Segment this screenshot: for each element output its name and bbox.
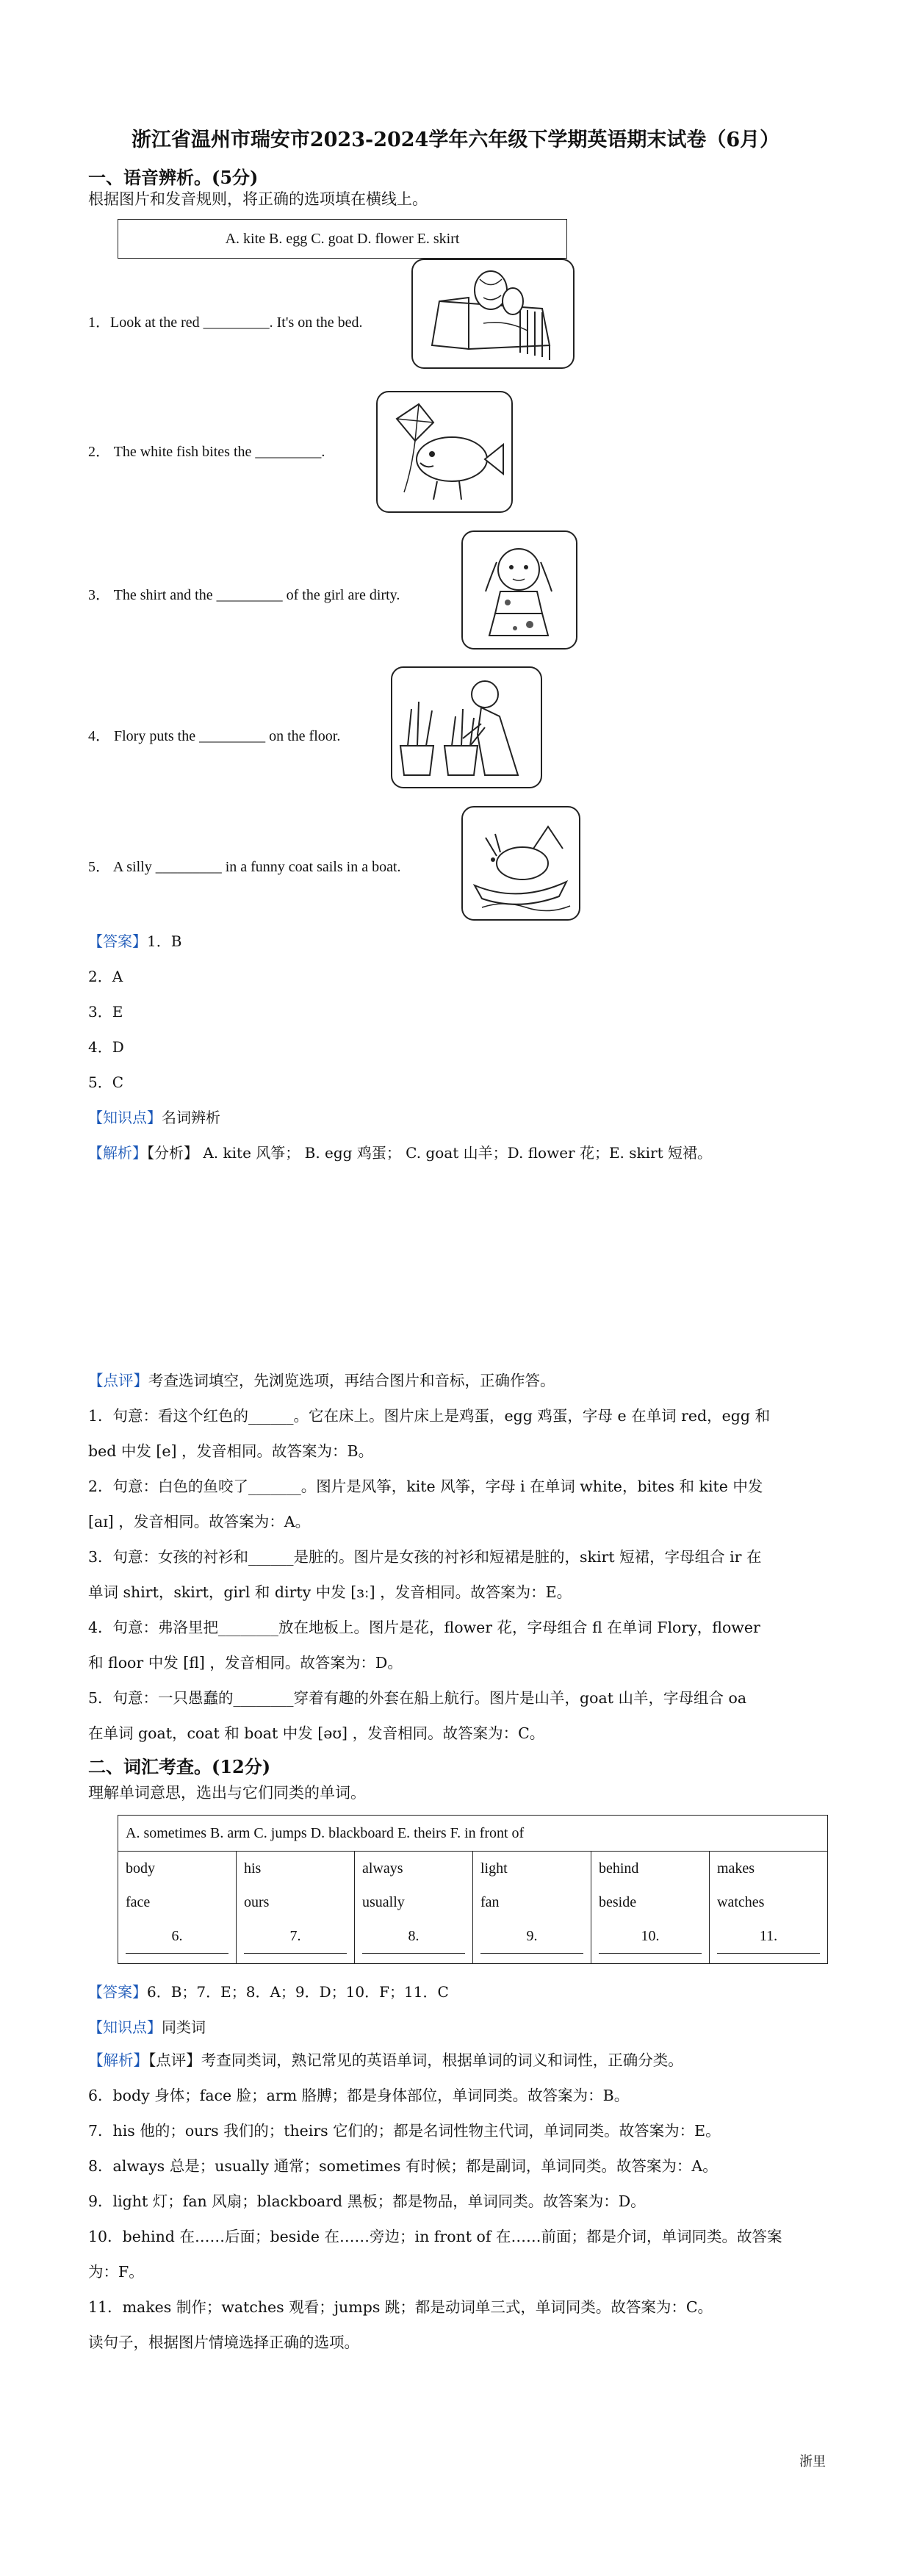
explanation-line: 和 floor 中发 [fl] ，发音相同。故答案为：D。 [88, 1654, 403, 1672]
explanation-line: 7．his 他的；ours 我们的；theirs 它们的；都是名词性物主代词，单词同类。故答案为：E。 [88, 2122, 721, 2140]
explanation-line: bed 中发 [e] ，发音相同。故答案为：B。 [88, 1442, 374, 1460]
explanation-line: 2．句意：白色的鱼咬了_______。图片是风筝，kite 风筝，字母 i 在单词 white，bites 和 kite 中发 [88, 1478, 763, 1495]
comment-tag-1: 【点评】 [88, 1372, 148, 1389]
analysis-tag-2: 【解析】 [88, 2051, 148, 2069]
next-instruction: 读句子，根据图片情境选择正确的选项。 [88, 2334, 359, 2351]
blank-11[interactable]: 11. [717, 1919, 820, 1954]
explanation-line: 单词 shirt，skirt，girl 和 dirty 中发 [ɜː] ，发音相同。故答案为：E。 [88, 1583, 572, 1601]
explanation-line: 11．makes 制作；watches 观看；jumps 跳；都是动词单三式，单词同类。故答案为：C。 [88, 2298, 713, 2316]
question-4: 4． Flory puts the _________ on the floor. [88, 728, 341, 744]
analysis-1: 【分析】 A. kite 风筝； B. egg 鸡蛋； C. goat 山羊；D. flower 花；E. skirt 短裙。 [147, 1144, 712, 1162]
picture-goat-in-boat [460, 805, 582, 922]
analysis-tag-1: 【解析】 [88, 1144, 147, 1162]
explanation-line: 9．light 灯；fan 风扇；blackboard 黑板；都是物品，单词同类。故答案为：D。 [88, 2192, 646, 2210]
vocab-column: makes watches 11. [710, 1852, 828, 1964]
vocab-column: light fan 9. [473, 1852, 591, 1964]
answer-4: 4．D [88, 1038, 124, 1056]
section2-explanations [88, 2043, 823, 2360]
question-5: 5． A silly _________ in a funny coat sails in a boat. [88, 859, 401, 875]
section2-instruction: 理解单词意思，选出与它们同类的单词。 [88, 1784, 366, 1802]
answer-2: 2．A [88, 968, 123, 985]
blank-9[interactable]: 9. [480, 1919, 583, 1954]
vocab-column: always usually 8. [355, 1852, 473, 1964]
explanation-line: [aɪ] ，发音相同。故答案为：A。 [88, 1513, 311, 1530]
knowledge-2: 同类词 [162, 2018, 206, 2036]
blank-6[interactable]: 6. [126, 1919, 228, 1954]
comment-1: 考查选词填空，先浏览选项，再结合图片和音标，正确作答。 [148, 1372, 555, 1389]
picture-eggs-on-bed [410, 257, 576, 370]
explanation-line: 3．句意：女孩的衬衫和______是脏的。图片是女孩的衬衫和短裙是脏的，skirt 短裙，字母组合 ir 在 [88, 1548, 762, 1566]
picture-girl-dirty-clothes [460, 529, 579, 651]
analysis-2: 【点评】考查同类词，熟记常见的英语单词，根据单词的词义和词性，正确分类。 [148, 2051, 683, 2069]
blank-10[interactable]: 10. [599, 1919, 702, 1954]
knowledge-tag-1: 【知识点】 [88, 1109, 162, 1126]
explanation-line: 在单词 goat，coat 和 boat 中发 [əʊ] ，发音相同。故答案为：C。 [88, 1724, 545, 1742]
explanation-line: 10．behind 在……后面；beside 在……旁边；in front of 在……前面；都是介词，单词同类。故答案 [88, 2228, 782, 2245]
answer-3: 3．E [88, 1003, 123, 1021]
vocab-column: behind beside 10. [591, 1852, 710, 1964]
answer-tag-1: 【答案】 [88, 932, 147, 950]
question-2: 2． The white fish bites the _________. [88, 444, 325, 460]
explanation-line: 6．body 身体；face 脸；arm 胳膊；都是身体部位，单词同类。故答案为：B。 [88, 2087, 630, 2104]
section1-instruction: 根据图片和发音规则，将正确的选项填在横线上。 [88, 190, 428, 208]
section2-heading: 二、词汇考查。(12分) [88, 1756, 271, 1777]
answer-tag-2: 【答案】 [88, 1983, 147, 2001]
knowledge-tag-2: 【知识点】 [88, 2018, 162, 2036]
section1-explanations [88, 1363, 823, 1751]
explanation-line: 8．always 总是；usually 通常；sometimes 有时候；都是副词，单词同类。故答案为：A。 [88, 2157, 718, 2175]
explanation-line: 4．句意：弗洛里把________放在地板上。图片是花，flower 花，字母组合 fl 在单词 Flory，flower [88, 1619, 760, 1636]
section1-heading: 一、语音辨析。(5分) [88, 167, 259, 188]
vocab-table [118, 1815, 828, 1964]
question-3: 3． The shirt and the _________ of the girl are dirty. [88, 587, 400, 603]
page-title: 浙江省温州市瑞安市2023-2024学年六年级下学期英语期末试卷（6月） [131, 129, 780, 151]
explanation-line: 为：F。 [88, 2263, 144, 2281]
answers-2: 6．B；7．E；8．A；9．D；10．F；11．C [147, 1983, 449, 2001]
question-1: 1．Look at the red _________. It's on the bed. [88, 314, 363, 331]
blank-8[interactable]: 8. [362, 1919, 465, 1954]
explanation-line: 5．句意：一只愚蠢的________穿着有趣的外套在船上航行。图片是山羊，goat 山羊，字母组合 oa [88, 1689, 747, 1707]
vocab-options: A. sometimes B. arm C. jumps D. blackboard E. theirs F. in front of [118, 1816, 828, 1852]
knowledge-1: 名词辨析 [162, 1109, 220, 1126]
options-box: A. kite B. egg C. goat D. flower E. skirt [118, 219, 567, 259]
picture-fish-and-kite [375, 389, 514, 514]
vocab-column: his ours 7. [237, 1852, 355, 1964]
explanation-line: 1．句意：看这个红色的______。它在床上。图片床上是鸡蛋，egg 鸡蛋，字母 e 在单词 red，egg 和 [88, 1407, 771, 1425]
picture-girl-with-flowers [389, 665, 544, 790]
vocab-column: body face 6. [118, 1852, 237, 1964]
footer-watermark: 浙里 [799, 2454, 826, 2469]
blank-7[interactable]: 7. [244, 1919, 347, 1954]
answer-5: 5．C [88, 1073, 124, 1091]
answer-1: 1．B [147, 932, 182, 950]
